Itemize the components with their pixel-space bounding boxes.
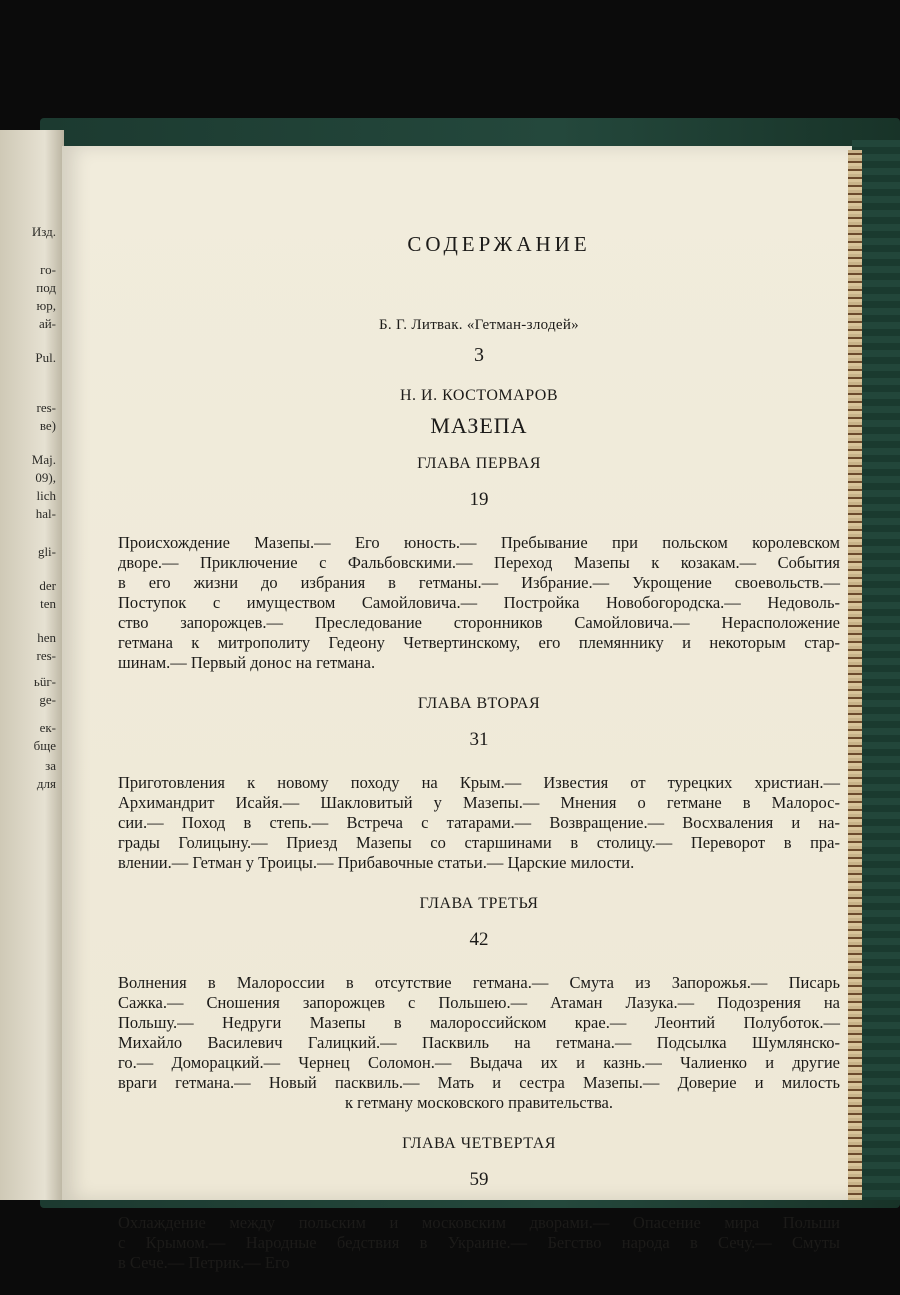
summary-line: с Крымом.— Народные бедствия в Украине.— Бегство народа в Сечу.— Смуты: [118, 1233, 840, 1252]
left-page-fragment: res-: [36, 400, 56, 415]
left-page-fragment: hen: [37, 630, 56, 645]
left-page-fragment: ай-: [38, 316, 56, 331]
summary-line: Волнения в Малороссии в отсутствие гетмана.— Смута из Запорожья.— Писарь: [118, 973, 840, 992]
summary-line: в Сече.— Петрик.— Его: [118, 1253, 290, 1272]
page-title: СОДЕРЖАНИЕ: [407, 232, 591, 256]
chapter-title: ГЛАВА ЧЕТВЕРТАЯ: [402, 1135, 556, 1152]
chapter-page-number: 59: [469, 1169, 489, 1190]
left-page-fragment: hal-: [35, 506, 56, 521]
author-name: Н. И. КОСТОМАРОВ: [399, 387, 559, 404]
chapter-page-number: 42: [469, 929, 489, 950]
left-page-fragment: 09),: [35, 470, 56, 485]
left-page-fragment: der: [39, 578, 56, 593]
left-page-fragment: Pul.: [35, 350, 56, 365]
summary-line: Охлаждение между польским и московским дворами.— Опасение мира Польши: [118, 1213, 840, 1232]
chapter-page-number: 19: [469, 489, 489, 510]
summary-line: влении.— Гетман у Троицы.— Прибавочные статьи.— Царские милости.: [118, 853, 635, 872]
summary-line: Происхождение Мазепы.— Его юность.— Пребывание при польском королевском: [118, 533, 840, 552]
left-page-fragment: го-: [40, 262, 56, 277]
chapter-summary: [118, 533, 840, 673]
summary-line: Архимандрит Исайя.— Шакловитый у Мазепы.— Мнения о гетмане в Малорос-: [118, 793, 840, 812]
left-page-fragment: ten: [40, 596, 56, 611]
left-page-fragment: Изд.: [31, 224, 56, 239]
table-of-contents-page: [62, 146, 852, 1272]
summary-line: в его жизни до избрания в гетманы.— Избрание.— Укрощение своевольств.—: [118, 573, 840, 592]
left-page-fragment: ge-: [39, 692, 56, 707]
left-page-fragment: юр,: [36, 298, 56, 313]
summary-line: к гетману московского правительства.: [345, 1093, 613, 1112]
summary-line: враги гетмана.— Новый пасквиль.— Мать и сестра Мазепы.— Доверие и милость: [118, 1073, 840, 1092]
summary-line: грады Голицыну.— Приезд Мазепы со старшинами в столицу.— Переворот в пра-: [118, 833, 840, 852]
summary-line: Приготовления к новому походу на Крым.— Известия от турецких христиан.—: [118, 773, 840, 792]
summary-line: ство запорожцев.— Преследование сторонников Самойловича.— Нерасположение: [118, 613, 840, 632]
left-page-fragment: под: [36, 280, 56, 295]
left-page-fragment: Maj.: [31, 452, 56, 467]
toc-content: [118, 232, 840, 1295]
intro-entry-page: 3: [474, 344, 484, 366]
left-facing-page: [0, 130, 64, 1200]
summary-line: гетмана к митрополиту Гедеону Четвертинскому, его племяннику и некоторым стар-: [118, 633, 840, 652]
summary-line: дворе.— Приключение с Фальбовскими.— Переход Мазепы к козакам.— События: [118, 553, 840, 572]
left-page-fragment: бще: [33, 738, 56, 753]
chapter-title: ГЛАВА ПЕРВАЯ: [417, 455, 541, 472]
left-page-fragment: ве): [39, 418, 56, 433]
summary-line: го.— Доморацкий.— Чернец Соломон.— Выдача их и казнь.— Чалиенко и другие: [118, 1053, 840, 1072]
left-page-fragment: ьüг-: [33, 674, 56, 689]
chapter-summary: [118, 1213, 840, 1273]
chapter-summary: [118, 773, 840, 873]
chapter-summary: [118, 973, 840, 1113]
left-page-fragment: gli-: [37, 544, 56, 559]
left-page-fragment: res-: [36, 648, 56, 663]
summary-line: шинам.— Первый донос на гетмана.: [118, 653, 376, 672]
left-page-fragment: за: [45, 758, 56, 773]
left-page-fragment: lich: [36, 488, 56, 503]
intro-entry-title: Б. Г. Литвак. «Гетман-злодей»: [379, 317, 579, 333]
chapter-page-number: 31: [469, 729, 489, 750]
left-page-fragment: ек-: [39, 720, 56, 735]
work-title: МАЗЕПА: [430, 413, 528, 438]
chapter-title: ГЛАВА ТРЕТЬЯ: [419, 895, 539, 912]
chapter-list: [118, 455, 840, 1273]
chapter-title: ГЛАВА ВТОРАЯ: [417, 695, 541, 712]
summary-line: сии.— Поход в степь.— Встреча с татарами.— Возвращение.— Восхваления и на-: [118, 813, 840, 832]
left-page-fragment: для: [36, 776, 56, 791]
summary-line: Сажка.— Сношения запорожцев с Польшею.— Атаман Лазука.— Подозрения на: [118, 993, 840, 1012]
summary-line: Михайло Василевич Галицкий.— Пасквиль на гетмана.— Подсылка Шумлянско-: [118, 1033, 840, 1052]
summary-line: Польшу.— Недруги Мазепы в малороссийском крае.— Леонтий Полуботок.—: [118, 1013, 840, 1032]
summary-line: Поступок с имуществом Самойловича.— Постройка Новобогородска.— Недоволь-: [118, 593, 840, 612]
page-block-edge: [848, 150, 862, 1200]
